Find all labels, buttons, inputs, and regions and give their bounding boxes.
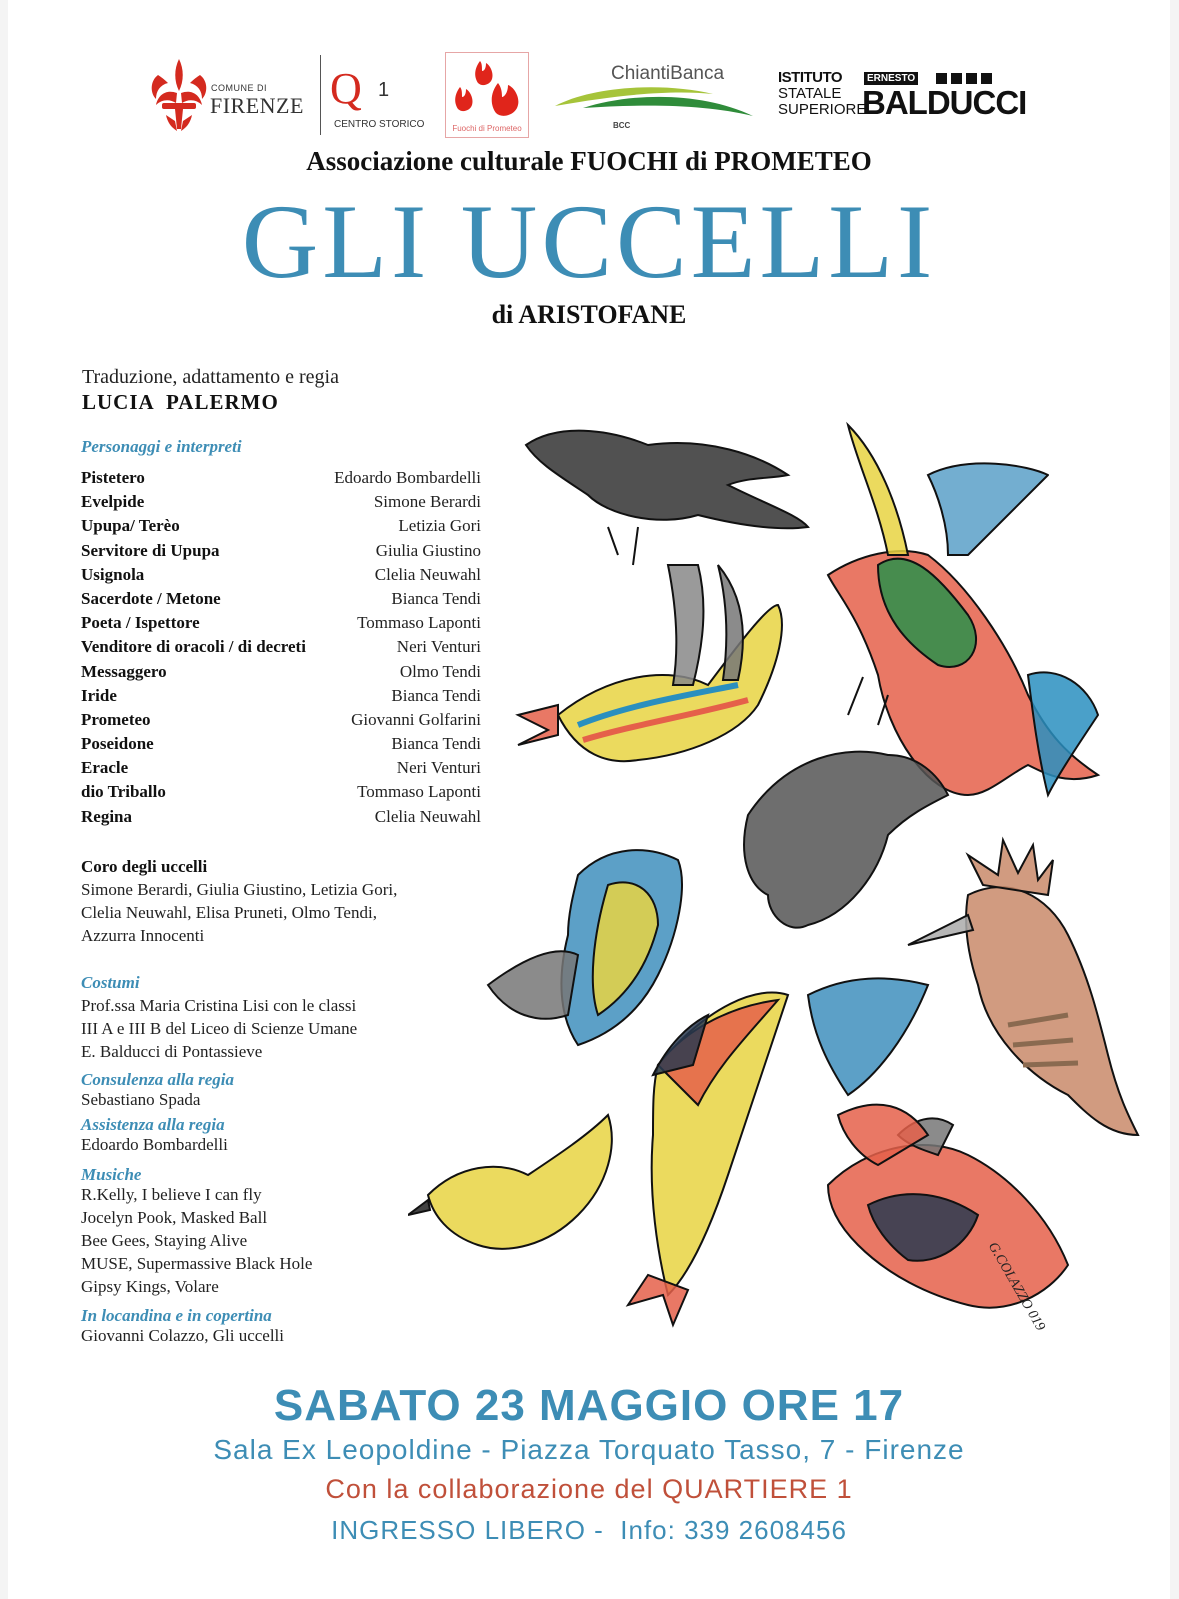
cast-actor: Giovanni Golfarini xyxy=(351,709,481,729)
poster-credit-heading: In locandina e in copertina xyxy=(81,1306,272,1325)
birds-illustration xyxy=(408,415,1148,1360)
q1-logo xyxy=(320,55,430,135)
balducci-name: BALDUCCI xyxy=(862,84,1027,121)
cast-actor: Clelia Neuwahl xyxy=(374,564,481,584)
cast-role: Servitore di Upupa xyxy=(81,540,220,560)
comune-firenze-logo xyxy=(148,55,313,135)
balducci-ernesto: ERNESTO xyxy=(864,72,918,85)
costumes-line: Prof.ssa Maria Cristina Lisi con le classi xyxy=(81,996,357,1015)
artist-signature: G.COLAZZO 019 xyxy=(984,1239,1048,1334)
consulenza-heading: Consulenza alla regia xyxy=(81,1070,235,1089)
music-heading: Musiche xyxy=(81,1165,142,1184)
cast-role: Sacerdote / Metone xyxy=(81,588,221,608)
costumes-line: III A e III B del Liceo di Scienze Umane xyxy=(81,1019,358,1038)
cast-actor: Tommaso Laponti xyxy=(357,782,481,802)
q1-caption: CENTRO STORICO xyxy=(334,119,425,130)
q1-divider xyxy=(320,55,321,135)
music-track: R.Kelly, I believe I can fly xyxy=(81,1185,262,1204)
chiantibanca-logo xyxy=(553,58,758,138)
chorus-line: Clelia Neuwahl, Elisa Pruneti, Olmo Tendi, xyxy=(81,903,377,922)
cast-role: dio Triballo xyxy=(81,782,166,802)
cast-actor: Bianca Tendi xyxy=(391,734,481,754)
cast-role: Usignola xyxy=(81,564,145,584)
fuochi-logo-caption: Fuochi di Prometeo xyxy=(452,124,522,133)
balducci-squares xyxy=(936,73,992,84)
cast-actor: Bianca Tendi xyxy=(391,685,481,705)
director-name: LUCIA PALERMO xyxy=(82,390,279,414)
play-title: GLI UCCELLI xyxy=(241,183,937,300)
cast-role: Upupa/ Terèo xyxy=(81,516,180,536)
direction-label: Traduzione, adattamento e regia xyxy=(82,366,339,388)
cast-role: Eracle xyxy=(81,758,129,778)
chorus-members xyxy=(81,878,461,947)
costumes-line: E. Balducci di Pontassieve xyxy=(81,1042,263,1061)
event-admission-info: INGRESSO LIBERO - Info: 339 2608456 xyxy=(331,1515,847,1545)
chorus-line: Azzurra Innocenti xyxy=(81,926,205,945)
poster-sheet xyxy=(8,0,1170,1599)
balducci-logo xyxy=(778,69,1027,130)
balducci-line-istituto: ISTITUTO xyxy=(778,69,843,86)
music-track: Gipsy Kings, Volare xyxy=(81,1277,219,1296)
music-track: Bee Gees, Staying Alive xyxy=(81,1231,248,1250)
music-track: Jocelyn Pook, Masked Ball xyxy=(81,1208,268,1227)
cast-actor: Tommaso Laponti xyxy=(357,613,481,633)
cast-role: Messaggero xyxy=(81,661,167,681)
cast-actor: Neri Venturi xyxy=(396,637,481,657)
cast-actor: Simone Berardi xyxy=(373,492,481,512)
cast-actor: Letizia Gori xyxy=(398,516,481,536)
cast-role: Pistetero xyxy=(81,468,145,487)
fuochi-logo xyxy=(445,52,529,138)
costumes-credits xyxy=(81,994,357,1063)
q1-number: 1 xyxy=(378,79,390,101)
chorus-line: Simone Berardi, Giulia Giustino, Letizia Gori, xyxy=(81,880,398,899)
cast-actor: Neri Venturi xyxy=(396,758,481,778)
music-list xyxy=(81,1183,312,1298)
bcc-label: BCC xyxy=(613,121,631,130)
firenze-logo-small-text: COMUNE DI xyxy=(211,83,267,93)
cast-role: Evelpide xyxy=(81,492,145,512)
flames-icon xyxy=(446,53,528,123)
cast-role: Prometeo xyxy=(81,709,151,729)
cast-role: Venditore di oracoli / di decreti xyxy=(81,637,306,657)
balducci-line-superiore: SUPERIORE xyxy=(778,101,867,118)
assistenza-name: Edoardo Bombardelli xyxy=(81,1135,228,1154)
assistenza-heading: Assistenza alla regia xyxy=(81,1115,225,1134)
chiantibanca-name: ChiantiBanca xyxy=(611,63,725,84)
balducci-line-statale: STATALE xyxy=(778,85,842,102)
cast-actor: Edoardo Bombardelli xyxy=(334,468,481,487)
birds-drawing-icon xyxy=(408,415,1148,1360)
poster-credit: Giovanni Colazzo, Gli uccelli xyxy=(81,1326,284,1345)
firenze-logo-big-text: FIRENZE xyxy=(210,93,304,118)
cast-heading: Personaggi e interpreti xyxy=(81,437,242,456)
costumes-heading: Costumi xyxy=(81,973,140,992)
music-track: MUSE, Supermassive Black Hole xyxy=(81,1254,313,1273)
chorus-heading: Coro degli uccelli xyxy=(81,857,208,876)
cast-role: Poseidone xyxy=(81,734,154,754)
cast-actor: Giulia Giustino xyxy=(375,540,481,560)
event-collaboration: Con la collaborazione del QUARTIERE 1 xyxy=(325,1474,853,1504)
q1-mark: Q xyxy=(330,64,362,113)
chiantibanca-swoosh-icon xyxy=(553,82,758,122)
cast-role: Poeta / Ispettore xyxy=(81,613,200,633)
cast-actor: Bianca Tendi xyxy=(391,588,481,608)
event-date: SABATO 23 MAGGIO ORE 17 xyxy=(273,1381,905,1430)
cast-role: Iride xyxy=(81,685,117,705)
association-name: Associazione culturale FUOCHI di PROMETEO xyxy=(306,146,872,176)
cast-role: Regina xyxy=(81,806,132,826)
event-venue: Sala Ex Leopoldine - Piazza Torquato Tasso, 7 - Firenze xyxy=(213,1434,965,1465)
consulenza-name: Sebastiano Spada xyxy=(81,1090,201,1109)
cast-actor: Clelia Neuwahl xyxy=(374,806,481,826)
play-author: di ARISTOFANE xyxy=(491,300,687,329)
fleur-de-lis-icon xyxy=(148,55,210,135)
cast-actor: Olmo Tendi xyxy=(399,661,481,681)
